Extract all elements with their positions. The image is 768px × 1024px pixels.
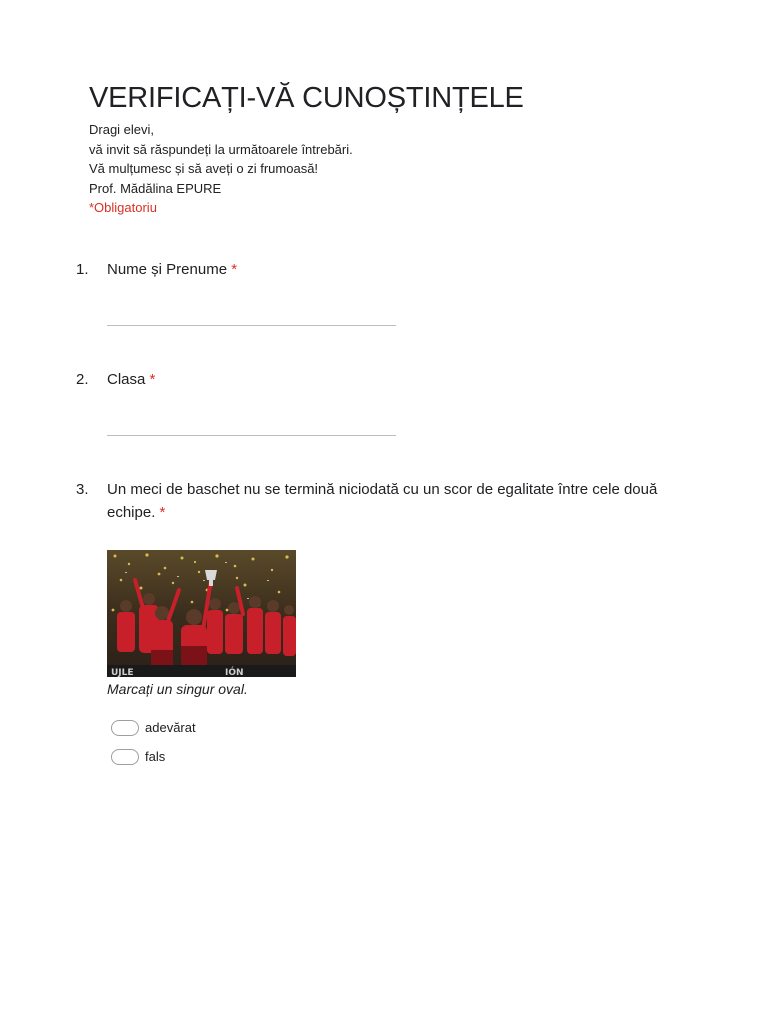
- question-1: [76, 258, 696, 328]
- question-text: [107, 258, 697, 281]
- class-answer-field[interactable]: [107, 435, 396, 436]
- radio-oval[interactable]: [111, 749, 139, 765]
- question-text: [107, 368, 697, 391]
- description-line-author: Prof. Mădălina EPURE: [89, 180, 222, 196]
- option-false[interactable]: [111, 748, 165, 766]
- option-label: adevărat: [145, 720, 196, 735]
- question-label: Nume și Prenume: [107, 261, 228, 278]
- question-text: [107, 478, 697, 524]
- option-true[interactable]: [111, 719, 196, 737]
- question-label: Clasa: [107, 371, 146, 388]
- question-2: [76, 368, 696, 438]
- description-line-greeting: Dragi elevi,: [89, 122, 155, 137]
- description-line-thanks: Vă mulțumesc și să aveți o zi frumoasă!: [89, 161, 319, 176]
- question-label: Un meci de baschet nu se termină niciodată cu un scor de egalitate între cele două echipe.: [107, 481, 658, 521]
- svg-text:UJLE: UJLE: [111, 668, 134, 677]
- required-star: *: [159, 504, 166, 521]
- form-description: [89, 120, 353, 218]
- question-instruction: Marcați un singur oval.: [107, 681, 248, 697]
- svg-text:IÓN: IÓN: [225, 668, 244, 677]
- form-title: VERIFICAȚI-VĂ CUNOȘTINȚELE: [89, 82, 524, 114]
- description-line-invite: vă invit să răspundeți la următoarele întrebări.: [89, 141, 353, 157]
- option-label: fals: [145, 749, 166, 764]
- required-star: *: [149, 371, 156, 388]
- name-answer-field[interactable]: [107, 325, 396, 326]
- question-number: 1.: [76, 261, 89, 278]
- question-number: 3.: [76, 481, 89, 498]
- basketball-celebration-image: [107, 550, 296, 677]
- radio-oval[interactable]: [111, 720, 139, 736]
- question-3: [76, 478, 696, 528]
- question-number: 2.: [76, 371, 89, 388]
- required-star: *: [231, 261, 238, 278]
- required-note: *Obligatoriu: [89, 200, 157, 215]
